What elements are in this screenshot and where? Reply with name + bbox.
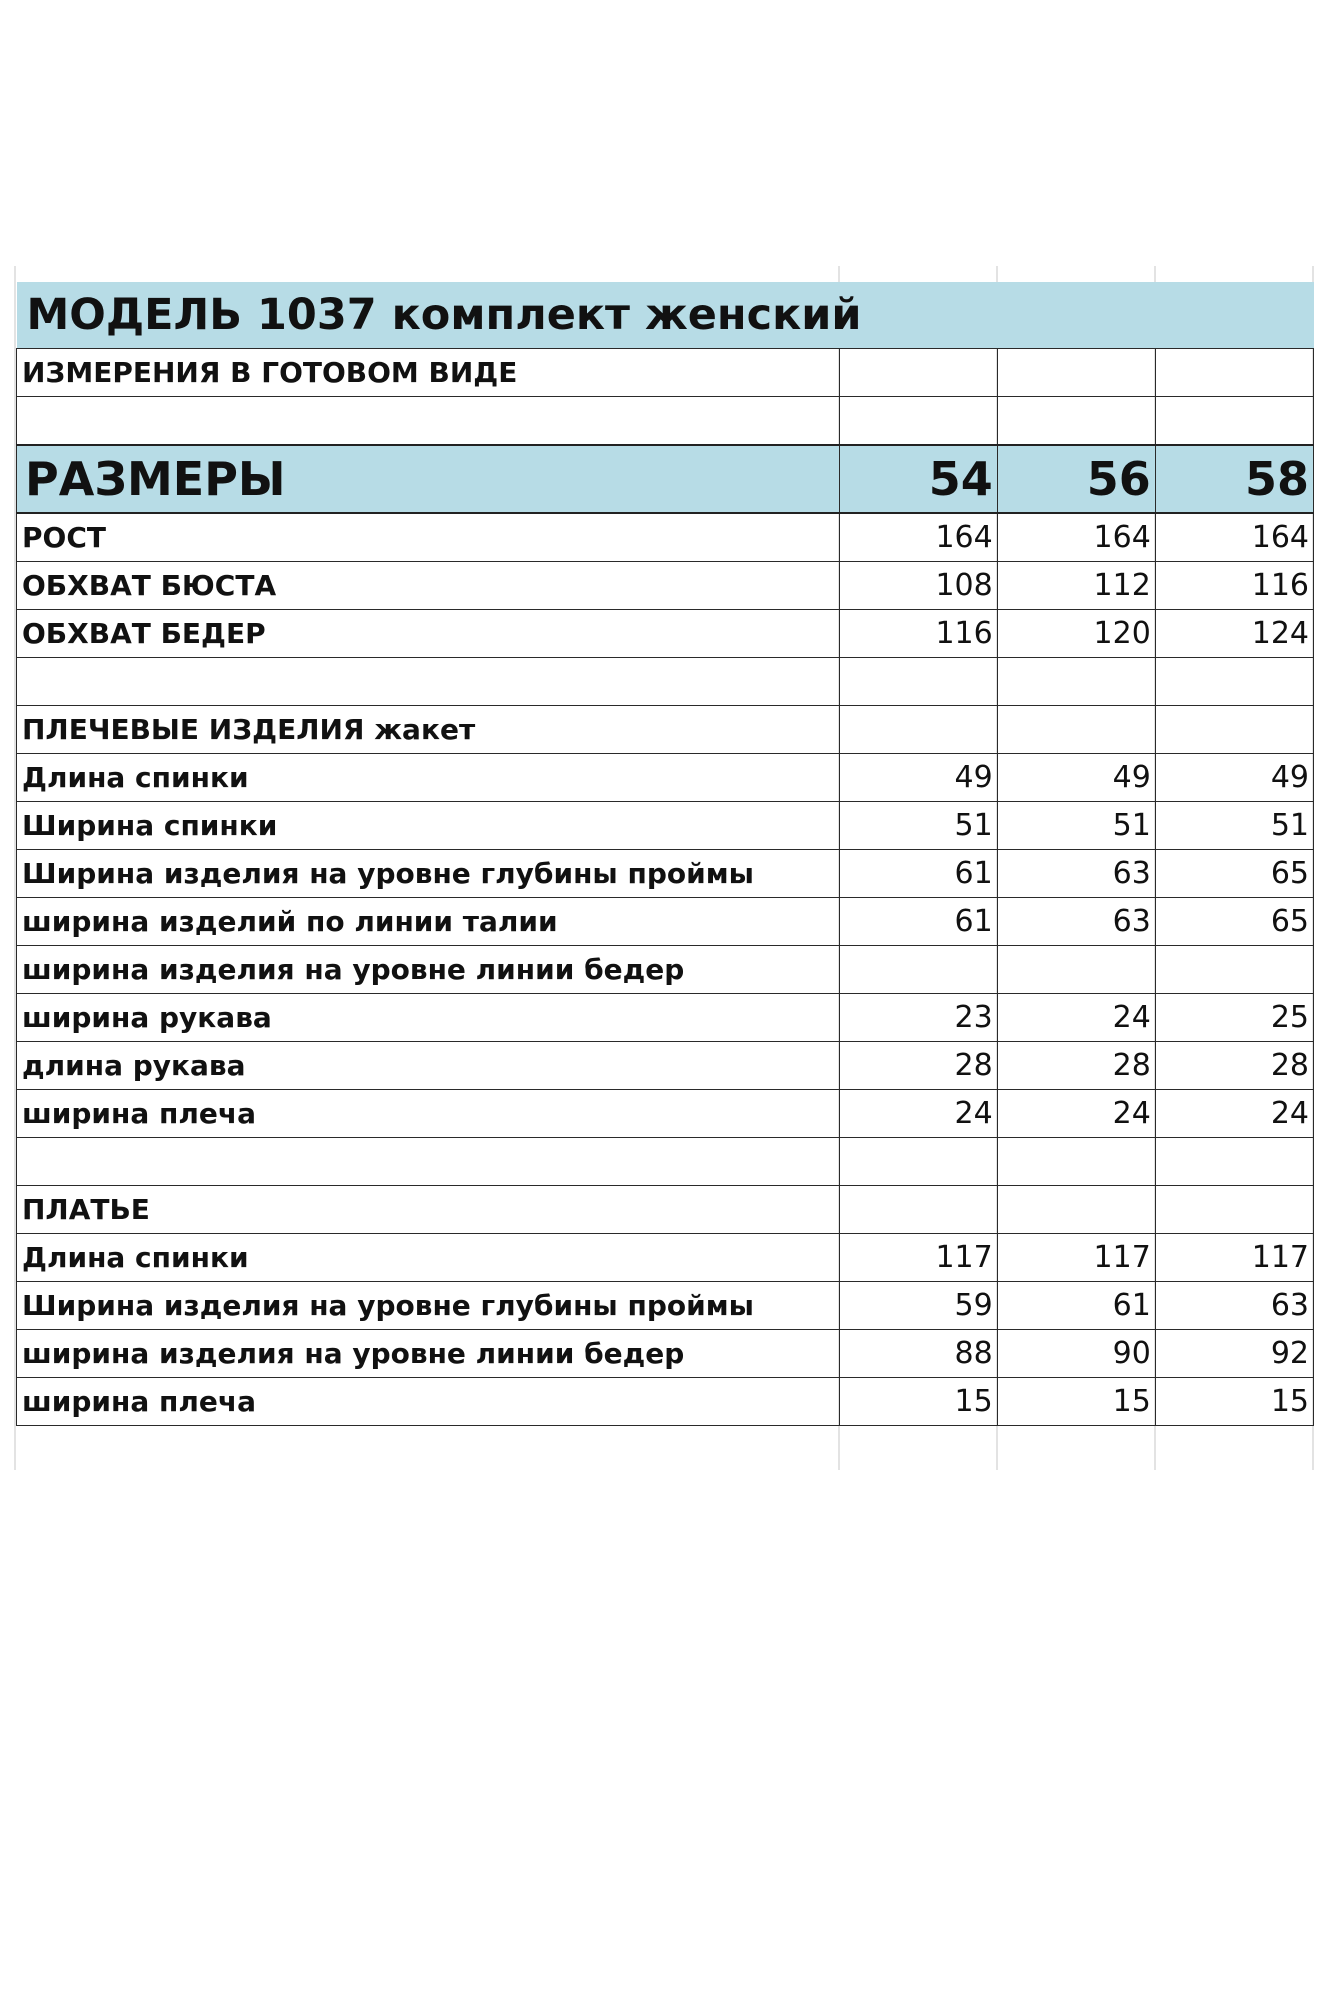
row-value: 15 xyxy=(839,1378,997,1426)
table-row xyxy=(17,946,1314,994)
row-label: Ширина изделия на уровне глубины проймы xyxy=(17,1282,840,1330)
table-row xyxy=(17,610,1314,658)
row-value: 51 xyxy=(1155,802,1313,850)
table-cell xyxy=(839,397,997,446)
row-value xyxy=(839,706,997,754)
table-row xyxy=(17,1090,1314,1138)
row-label: ширина плеча xyxy=(17,1378,840,1426)
row-value: 164 xyxy=(1155,513,1313,562)
row-value: 24 xyxy=(1155,1090,1313,1138)
row-value: 15 xyxy=(1155,1378,1313,1426)
row-value: 108 xyxy=(839,562,997,610)
row-value: 24 xyxy=(997,994,1155,1042)
row-value: 61 xyxy=(839,850,997,898)
row-value: 65 xyxy=(1155,898,1313,946)
row-label: ширина изделия на уровне линии бедер xyxy=(17,1330,840,1378)
sizes-header-row xyxy=(17,445,1314,513)
subtitle-row xyxy=(17,349,1314,397)
row-value: 88 xyxy=(839,1330,997,1378)
row-label: Ширина изделия на уровне глубины проймы xyxy=(17,850,840,898)
size-chart-table xyxy=(16,282,1314,1426)
row-value xyxy=(839,1138,997,1186)
blank-row xyxy=(17,397,1314,446)
row-label xyxy=(17,1138,840,1186)
row-label: ОБХВАТ БЮСТА xyxy=(17,562,840,610)
table-row xyxy=(17,706,1314,754)
row-label: РОСТ xyxy=(17,513,840,562)
row-value: 61 xyxy=(839,898,997,946)
row-value: 117 xyxy=(839,1234,997,1282)
table-row xyxy=(17,1234,1314,1282)
row-value: 28 xyxy=(997,1042,1155,1090)
row-value: 112 xyxy=(997,562,1155,610)
row-value xyxy=(997,658,1155,706)
row-value: 120 xyxy=(997,610,1155,658)
row-label: ПЛАТЬЕ xyxy=(17,1186,840,1234)
row-value: 90 xyxy=(997,1330,1155,1378)
row-value: 116 xyxy=(1155,562,1313,610)
size-header: 56 xyxy=(997,445,1155,513)
row-value xyxy=(1155,1186,1313,1234)
table-row xyxy=(17,802,1314,850)
row-value xyxy=(1155,1138,1313,1186)
row-value: 63 xyxy=(1155,1282,1313,1330)
table-row xyxy=(17,1330,1314,1378)
row-value: 51 xyxy=(997,802,1155,850)
table-cell xyxy=(997,349,1155,397)
row-value xyxy=(1155,946,1313,994)
table-row xyxy=(17,1282,1314,1330)
row-value: 116 xyxy=(839,610,997,658)
row-value: 49 xyxy=(997,754,1155,802)
row-value: 25 xyxy=(1155,994,1313,1042)
row-value: 51 xyxy=(839,802,997,850)
row-value: 28 xyxy=(839,1042,997,1090)
table-row xyxy=(17,898,1314,946)
size-header: 58 xyxy=(1155,445,1313,513)
row-value xyxy=(1155,706,1313,754)
table-row xyxy=(17,850,1314,898)
row-value: 15 xyxy=(997,1378,1155,1426)
table-cell xyxy=(1155,397,1313,446)
row-value: 124 xyxy=(1155,610,1313,658)
table-row xyxy=(17,994,1314,1042)
table-row xyxy=(17,1042,1314,1090)
table-cell xyxy=(997,397,1155,446)
row-value: 61 xyxy=(997,1282,1155,1330)
row-value xyxy=(839,946,997,994)
row-label: ширина изделий по линии талии xyxy=(17,898,840,946)
table-row xyxy=(17,1378,1314,1426)
row-value: 59 xyxy=(839,1282,997,1330)
title-row xyxy=(17,282,1314,349)
row-label: ПЛЕЧЕВЫЕ ИЗДЕЛИЯ жакет xyxy=(17,706,840,754)
row-label: ширина плеча xyxy=(17,1090,840,1138)
table-row xyxy=(17,513,1314,562)
table-row xyxy=(17,658,1314,706)
size-header: 54 xyxy=(839,445,997,513)
row-value xyxy=(997,946,1155,994)
row-value xyxy=(997,706,1155,754)
row-value: 63 xyxy=(997,898,1155,946)
row-value: 117 xyxy=(1155,1234,1313,1282)
row-value: 117 xyxy=(997,1234,1155,1282)
row-value: 28 xyxy=(1155,1042,1313,1090)
row-value: 65 xyxy=(1155,850,1313,898)
row-value xyxy=(839,658,997,706)
row-value xyxy=(839,1186,997,1234)
row-value: 49 xyxy=(1155,754,1313,802)
row-value: 23 xyxy=(839,994,997,1042)
table-row xyxy=(17,754,1314,802)
row-value: 164 xyxy=(997,513,1155,562)
row-label: Длина спинки xyxy=(17,1234,840,1282)
table-cell xyxy=(1155,349,1313,397)
row-label: ОБХВАТ БЕДЕР xyxy=(17,610,840,658)
row-label xyxy=(17,658,840,706)
table-subtitle: ИЗМЕРЕНИЯ В ГОТОВОМ ВИДЕ xyxy=(17,349,840,397)
row-value xyxy=(1155,658,1313,706)
table-cell xyxy=(17,397,840,446)
table-title: МОДЕЛЬ 1037 комплект женский xyxy=(17,282,1314,349)
row-label: ширина изделия на уровне линии бедер xyxy=(17,946,840,994)
row-value: 63 xyxy=(997,850,1155,898)
table-row xyxy=(17,1186,1314,1234)
row-label: Ширина спинки xyxy=(17,802,840,850)
row-value xyxy=(997,1138,1155,1186)
row-label: длина рукава xyxy=(17,1042,840,1090)
row-value: 24 xyxy=(997,1090,1155,1138)
table-row xyxy=(17,562,1314,610)
row-value: 49 xyxy=(839,754,997,802)
row-value xyxy=(997,1186,1155,1234)
row-value: 164 xyxy=(839,513,997,562)
row-value: 92 xyxy=(1155,1330,1313,1378)
sizes-label: РАЗМЕРЫ xyxy=(17,445,840,513)
spreadsheet-area xyxy=(0,266,1333,1470)
row-label: ширина рукава xyxy=(17,994,840,1042)
table-cell xyxy=(839,349,997,397)
row-value: 24 xyxy=(839,1090,997,1138)
row-label: Длина спинки xyxy=(17,754,840,802)
table-row xyxy=(17,1138,1314,1186)
